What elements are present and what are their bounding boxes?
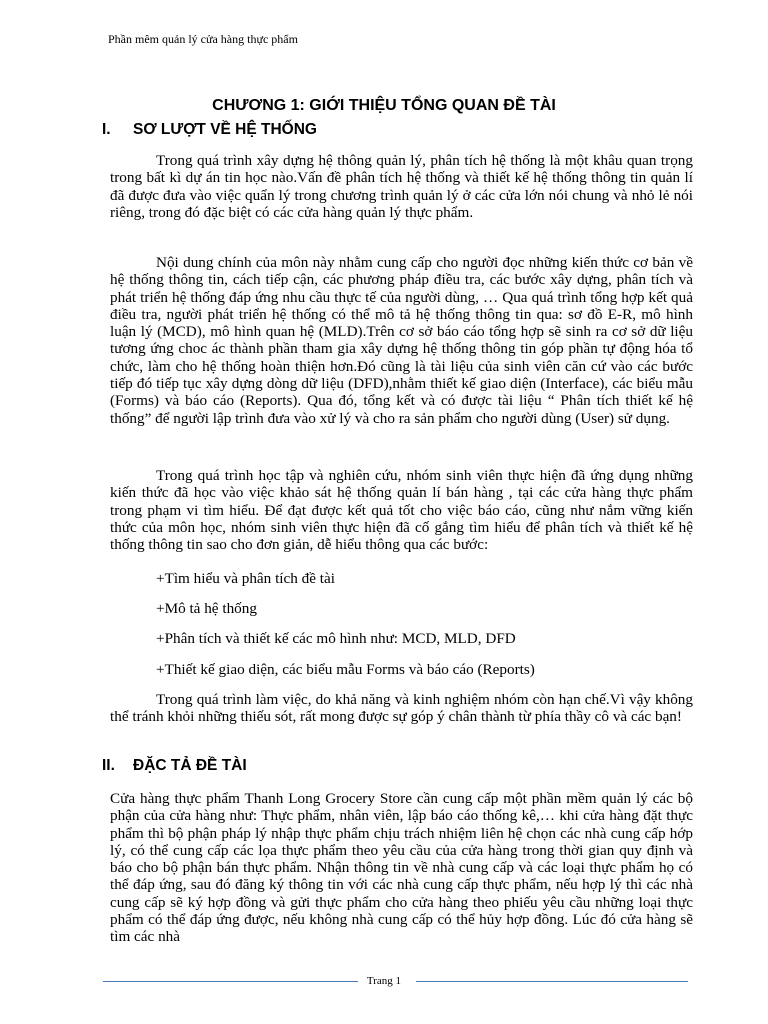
- paragraph: Trong quá trình làm việc, do khả năng và kinh nghiệm nhóm còn hạn chế.Vì vậy không thể tránh khỏi những thiếu sót, rất mong được sự góp ý chân thành từ phía thầy cô và các bạn!: [110, 691, 693, 726]
- list-item: +Thiết kế giao diện, các biểu mẫu Forms và báo cáo (Reports): [156, 661, 535, 678]
- list-item: +Phân tích và thiết kế các mô hình như: MCD, MLD, DFD: [156, 630, 516, 647]
- section-heading-2: [102, 757, 247, 775]
- chapter-title: CHƯƠNG 1: GIỚI THIỆU TỔNG QUAN ĐỀ TÀI: [212, 97, 556, 114]
- paragraph: Cửa hàng thực phẩm Thanh Long Grocery Store cần cung cấp một phần mềm quản lý các bộ phận của cửa hàng như: Thực phẩm, nhân viên, lập báo cáo thống kê,… khi cửa hàng đặt thực phẩm thì bộ phận pháp lý nhập thực phẩm chịu trách nhiệm liên hệ chọn các nhà cung cấp hớp lý, có thể cung cấp các lọa thực phẩm theo yêu cầu của cửa hàng trong thời gian quy định và báo cho bộ phận bán thực phẩm. Nhận thông tin về nhà cung cấp và các loại thực phẩm họ có thể đáp ứng, sau đó đăng ký thông tin với các nhà cung cấp thực phẩm, nếu hợp lý thì các nhà cung cấp sẽ ký hợp đồng và gửi thực phẩm cho cửa hàng theo phiếu yêu cầu những loại thực phẩm có thể đáp ứng được, nếu không nhà cung cấp có thể hủy hợp đồng. Lúc đó cửa hàng sẽ tìm các nhà: [110, 790, 693, 946]
- section-number: II.: [102, 757, 115, 774]
- section-heading-1: [102, 121, 317, 139]
- page-number: Trang 1: [366, 975, 402, 987]
- section-title: SƠ LƯỢT VỀ HỆ THỐNG: [133, 121, 317, 138]
- list-item: +Mô tả hệ thống: [156, 600, 257, 617]
- paragraph: Trong quá trình học tập và nghiên cứu, nhóm sinh viên thực hiện đã ứng dụng những kiến thức đã học vào việc khảo sát hệ thống quản lí bán hàng , tại các cửa hàng thực phẩm trong phạm vi tìm hiểu. Để đạt được kết quả tốt cho việc báo cáo, cũng như nắm vững kiến thức của môn học, nhóm sinh viên thực hiện đã cố gắng tìm hiểu để phân tích và thiết kế hệ thống thông tin sao cho đơn giản, dễ hiểu thông qua các bước:: [110, 467, 693, 554]
- list-item: +Tìm hiểu và phân tích đề tài: [156, 570, 335, 587]
- paragraph: Nội dung chính của môn này nhằm cung cấp cho người đọc những kiến thức cơ bản về hệ thống thông tin, cách tiếp cận, các phương pháp điều tra, các bước xây dựng, phân tích và phát triển hệ thống đáp ứng nhu cầu thực tế của người dùng, … Qua quá trình tổng hợp kết quả điều tra, người phát triển hệ thống có thể mô tả hệ thống thông tin qua: sơ đồ E-R, mô hình luận lý (MCD), mô hình quan hệ (MLD).Trên cơ sở báo cáo tổng hợp sẽ sinh ra cơ sở dữ liệu tương ứng choc ác thành phần tham gia xây dựng hệ thống thông tin góp phần tự động hóa tổ chức, làm cho hệ thống hoàn thiện hơn.Đó cũng là tài liệu của sinh viên căn cứ vào các bước tiếp đó tiếp tục xây dựng dòng dữ liệu (DFD),nhằm thiết kế giao diện (Interface), các biểu mẫu (Forms) và báo cáo (Reports). Qua đó, tổng kết và có được tài liệu “ Phân tích thiết kế hệ thống” để người lập trình đưa vào xử lý và cho ra sản phẩm cho người dùng (User) sử dụng.: [110, 254, 693, 427]
- page-header: Phần mêm quản lý cửa hàng thực phẩm: [108, 32, 298, 46]
- section-title: ĐẶC TẢ ĐỀ TÀI: [133, 757, 247, 774]
- section-number: I.: [102, 121, 111, 138]
- paragraph: Trong quá trình xây dựng hệ thông quản lý, phân tích hệ thống là một khâu quan trọng trong bất kì dự án tin học nào.Vấn đề phân tích hệ thống và thiết kế hệ thống thông tin quản lí đã được đưa vào việc quẩn lý trong chương trình quản lý ở các cửa lớn nói chung và nhỏ lẻ nói riêng, trong đó đặc biệt có các cửa hàng quản lý thực phẩm.: [110, 152, 693, 221]
